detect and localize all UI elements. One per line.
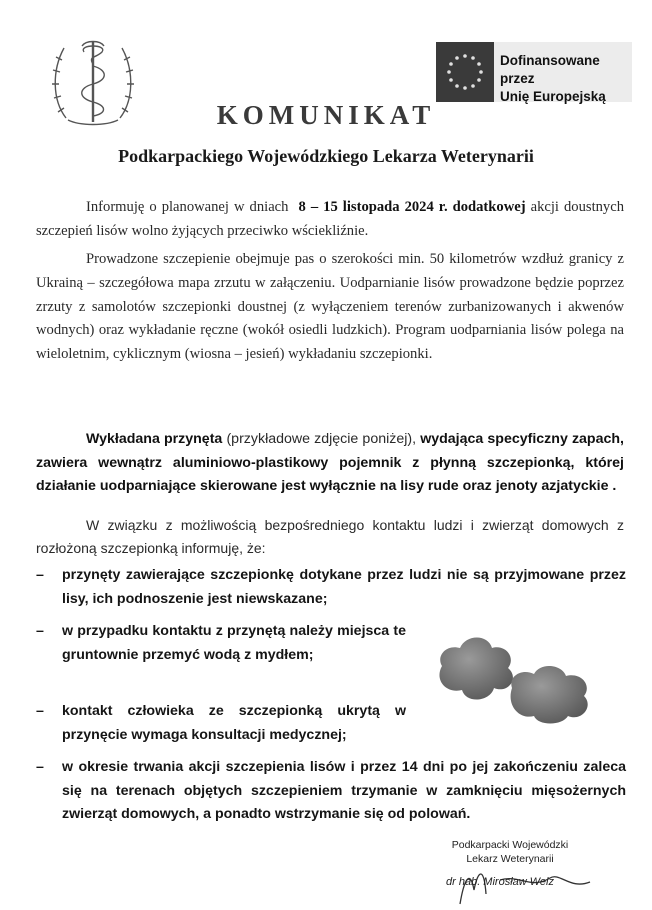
paragraph-contact-intro: W związku z możliwością bezpośredniego kontaktu ludzi i zwierząt domowych z rozłożoną szczepionką informuję, że:: [36, 517, 624, 556]
page-subtitle: Podkarpackiego Wojewódzkiego Lekarza Weterynarii: [118, 146, 534, 166]
bait-photo: [432, 626, 612, 726]
paragraph-bait-description: [36, 428, 624, 499]
p3-bait-label: Wykładana przynęta: [86, 431, 223, 447]
eu-label-line2: Unię Europejską: [500, 89, 606, 104]
bullet-text: przynęty zawierające szczepionkę dotykane przez ludzi nie są przyjmowane przez lisy, ich podnoszenie jest niewskazane;: [62, 567, 626, 607]
p1-intro: Informuję o planowanej w dniach: [86, 199, 289, 215]
eu-cofinancing-box: [436, 42, 632, 102]
p1-rest: akcji doustnych szczepień lisów wolno żyjących przeciwko wściekliźnie.: [36, 199, 625, 239]
p3-bait-details: wydająca specyficzny zapach, zawiera wewnątrz aluminiowo-plastikowy pojemnik z płynną szczepionką, której działanie uodparniające skierowane jest wyłącznie na lisy rude oraz jenoty azjatyckie .: [36, 431, 624, 494]
paragraph-announcement: [36, 196, 624, 244]
bullet-text: w okresie trwania akcji szczepienia lisów i przez 14 dni po jej zakończeniu zaleca się na terenach objętych szczepieniem trzymanie w zamknięciu mięsożernych zwierząt domowych, a ponadto wstrzymanie się od polowań.: [62, 759, 626, 822]
bullet-dash: –: [36, 703, 44, 719]
signature-name: dr hab. Mirosław Welz: [446, 876, 554, 888]
bullet-dash: –: [36, 759, 44, 775]
signature-line1: Podkarpacki Wojewódzki: [451, 839, 569, 851]
bullet-text: kontakt człowieka ze szczepionką ukrytą w przynęcie wymaga konsultacji medycznej;: [62, 703, 406, 743]
bullet-dash: –: [36, 623, 44, 639]
bullet-text: w przypadku kontaktu z przynętą należy miejsca te gruntownie przemyć wodą z mydłem;: [62, 623, 406, 663]
page-title: KOMUNIKAT: [216, 100, 436, 130]
eu-label-line1: Dofinansowane przez: [500, 53, 600, 86]
p1-dates: 8 – 15 listopada 2024 r. dodatkowej: [298, 199, 526, 215]
eu-cofinancing-label: [500, 52, 632, 106]
paragraph-vaccination-area: Prowadzone szczepienie obejmuje pas o szerokości min. 50 kilometrów wzdłuż granicy z Ukrainą – szczegółowa mapa zrzutu w załączeniu. Uodparnianie lisów prowadzone będzie poprzez zrzuty z samolotów szczepionki doustnej (z wyłączeniem terenów zurbanizowanych i akwenów wodnych) oraz wykładanie ręczne (wokół osiedli ludzkich). Program uodparniania lisów polega na wieloletnim, cyklicznym (wiosna – jesień) wykładaniu szczepionki.: [36, 251, 624, 363]
bullet-dash: –: [36, 567, 44, 583]
signature-line2: Lekarz Weterynarii: [466, 853, 554, 865]
p3-photo-note: (przykładowe zdjęcie poniżej),: [226, 431, 417, 447]
eu-flag-icon: [436, 42, 494, 102]
